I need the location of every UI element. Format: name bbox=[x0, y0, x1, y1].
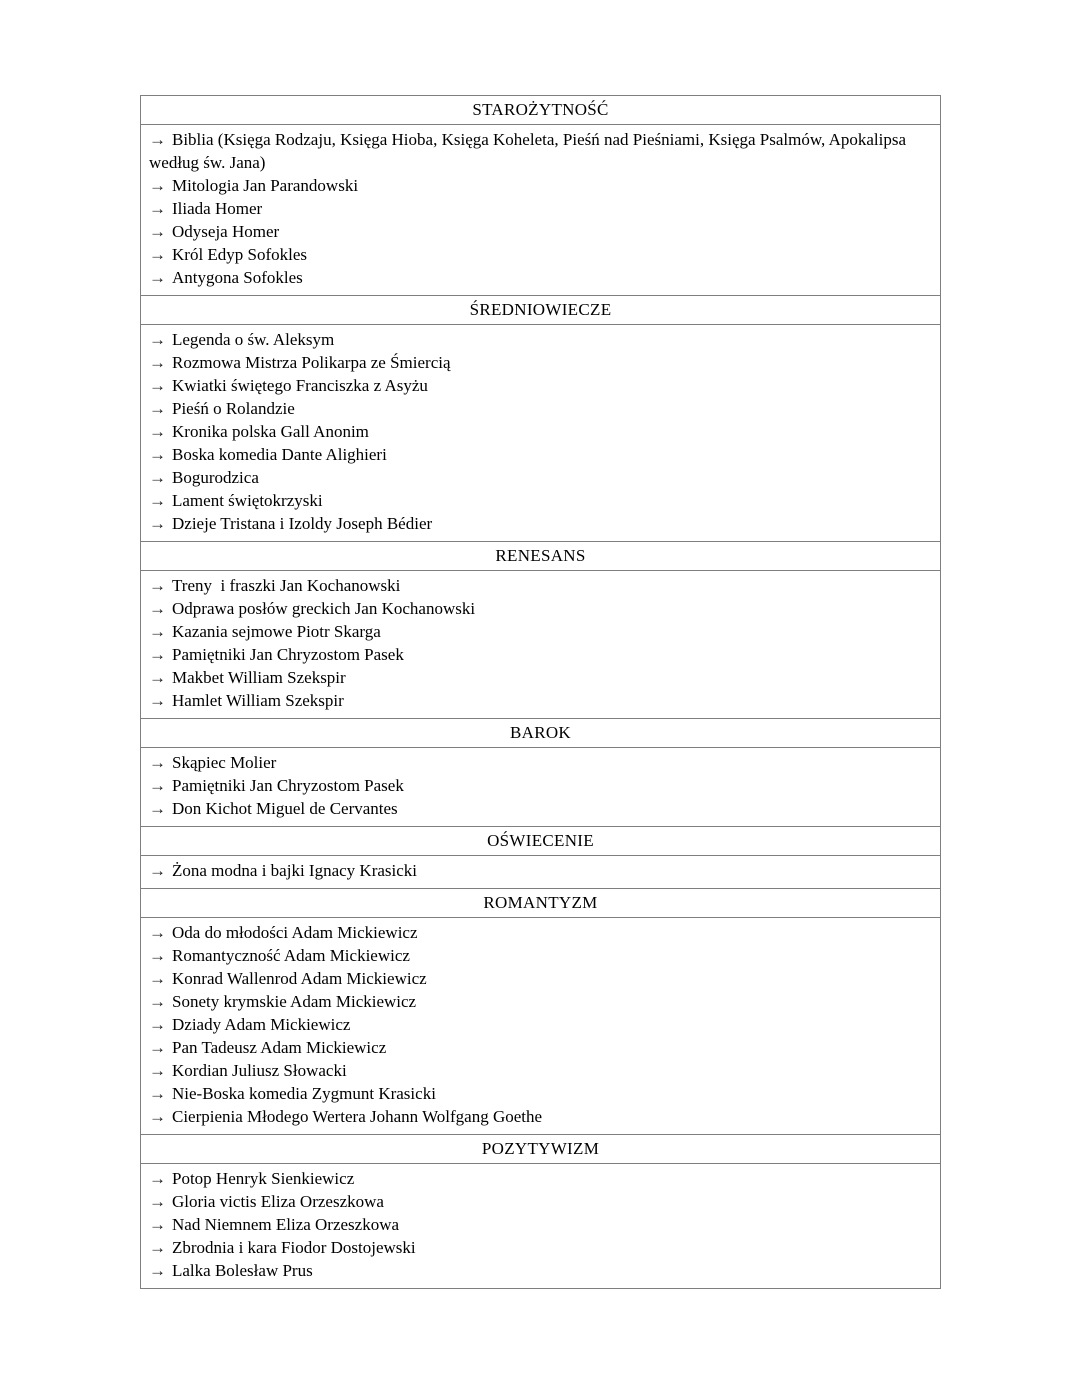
item-text: Antygona Sofokles bbox=[172, 268, 303, 287]
arrow-icon: → bbox=[149, 399, 166, 418]
reading-list-item bbox=[149, 1105, 932, 1128]
section-title: STAROŻYTNOŚĆ bbox=[472, 100, 609, 119]
arrow-icon: → bbox=[149, 245, 166, 264]
arrow-icon: → bbox=[149, 222, 166, 241]
item-text: Biblia (Księga Rodzaju, Księga Hioba, Księga Koheleta, Pieśń nad Pieśniami, Księga Psalmów, Apokalipsa według św. Jana) bbox=[149, 130, 911, 172]
item-text: Makbet William Szekspir bbox=[172, 668, 346, 687]
reading-list-item bbox=[149, 1036, 932, 1059]
arrow-icon: → bbox=[149, 1061, 166, 1080]
reading-list-item bbox=[149, 1059, 932, 1082]
reading-list-item bbox=[149, 174, 932, 197]
section-header-row bbox=[141, 96, 940, 125]
arrow-icon: → bbox=[149, 576, 166, 595]
reading-list-item bbox=[149, 466, 932, 489]
item-text: Potop Henryk Sienkiewicz bbox=[172, 1169, 355, 1188]
epoch-section bbox=[141, 827, 940, 889]
arrow-icon: → bbox=[149, 622, 166, 641]
arrow-icon: → bbox=[149, 861, 166, 880]
item-text: Rozmowa Mistrza Polikarpa ze Śmiercią bbox=[172, 353, 451, 372]
item-text: Skąpiec Molier bbox=[172, 753, 277, 772]
section-body bbox=[141, 325, 940, 542]
item-text: Iliada Homer bbox=[172, 199, 263, 218]
arrow-icon: → bbox=[149, 946, 166, 965]
reading-list-item bbox=[149, 243, 932, 266]
item-text: Pan Tadeusz Adam Mickiewicz bbox=[172, 1038, 387, 1057]
reading-list-item bbox=[149, 1013, 932, 1036]
item-text: Zbrodnia i kara Fiodor Dostojewski bbox=[172, 1238, 416, 1257]
reading-list-item bbox=[149, 220, 932, 243]
section-header-row bbox=[141, 889, 940, 918]
item-text: Pieśń o Rolandzie bbox=[172, 399, 295, 418]
arrow-icon: → bbox=[149, 468, 166, 487]
section-body bbox=[141, 856, 940, 889]
reading-list-item bbox=[149, 859, 932, 882]
epoch-section bbox=[141, 719, 940, 827]
item-text: Lament świętokrzyski bbox=[172, 491, 323, 510]
epoch-section bbox=[141, 296, 940, 542]
epoch-section bbox=[141, 1135, 940, 1288]
reading-list-item bbox=[149, 128, 932, 174]
arrow-icon: → bbox=[149, 799, 166, 818]
arrow-icon: → bbox=[149, 376, 166, 395]
arrow-icon: → bbox=[149, 330, 166, 349]
section-title: BAROK bbox=[509, 723, 571, 742]
arrow-icon: → bbox=[149, 353, 166, 372]
item-text: Don Kichot Miguel de Cervantes bbox=[172, 799, 398, 818]
section-header-row bbox=[141, 719, 940, 748]
item-text: Hamlet William Szekspir bbox=[172, 691, 344, 710]
item-text: Odprawa posłów greckich Jan Kochanowski bbox=[172, 599, 476, 618]
arrow-icon: → bbox=[149, 1238, 166, 1257]
item-text: Pamiętniki Jan Chryzostom Pasek bbox=[172, 645, 404, 664]
reading-list-item bbox=[149, 1167, 932, 1190]
reading-list-item bbox=[149, 1082, 932, 1105]
reading-list-item bbox=[149, 328, 932, 351]
arrow-icon: → bbox=[149, 645, 166, 664]
section-body bbox=[141, 1164, 940, 1288]
arrow-icon: → bbox=[149, 1215, 166, 1234]
item-text: Mitologia Jan Parandowski bbox=[172, 176, 359, 195]
item-text: Romantyczność Adam Mickiewicz bbox=[172, 946, 410, 965]
epoch-section bbox=[141, 542, 940, 719]
item-text: Oda do młodości Adam Mickiewicz bbox=[172, 923, 418, 942]
section-body bbox=[141, 125, 940, 296]
section-title: OŚWIECENIE bbox=[487, 831, 594, 850]
reading-list-item bbox=[149, 689, 932, 712]
reading-list-item bbox=[149, 443, 932, 466]
reading-list-item bbox=[149, 751, 932, 774]
arrow-icon: → bbox=[149, 445, 166, 464]
arrow-icon: → bbox=[149, 268, 166, 287]
arrow-icon: → bbox=[149, 130, 166, 149]
section-header-row bbox=[141, 542, 940, 571]
item-text: Bogurodzica bbox=[172, 468, 259, 487]
arrow-icon: → bbox=[149, 691, 166, 710]
item-text: Lalka Bolesław Prus bbox=[172, 1261, 313, 1280]
reading-list-item bbox=[149, 397, 932, 420]
item-text: Sonety krymskie Adam Mickiewicz bbox=[172, 992, 417, 1011]
reading-list-item bbox=[149, 197, 932, 220]
section-header-row bbox=[141, 296, 940, 325]
arrow-icon: → bbox=[149, 1084, 166, 1103]
section-body bbox=[141, 748, 940, 827]
reading-list-item bbox=[149, 797, 932, 820]
arrow-icon: → bbox=[149, 1169, 166, 1188]
reading-list-item bbox=[149, 774, 932, 797]
section-header-row bbox=[141, 1135, 940, 1164]
item-text: Nie-Boska komedia Zygmunt Krasicki bbox=[172, 1084, 436, 1103]
reading-list-item bbox=[149, 990, 932, 1013]
item-text: Boska komedia Dante Alighieri bbox=[172, 445, 387, 464]
item-text: Kazania sejmowe Piotr Skarga bbox=[172, 622, 381, 641]
arrow-icon: → bbox=[149, 992, 166, 1011]
reading-list-item bbox=[149, 420, 932, 443]
item-text: Żona modna i bajki Ignacy Krasicki bbox=[172, 861, 418, 880]
reading-list-item bbox=[149, 597, 932, 620]
arrow-icon: → bbox=[149, 668, 166, 687]
section-title: ŚREDNIOWIECZE bbox=[469, 300, 612, 319]
item-text: Legenda o św. Aleksym bbox=[172, 330, 335, 349]
reading-list-item bbox=[149, 266, 932, 289]
arrow-icon: → bbox=[149, 969, 166, 988]
reading-list-item bbox=[149, 1213, 932, 1236]
section-body bbox=[141, 918, 940, 1135]
item-text: Pamiętniki Jan Chryzostom Pasek bbox=[172, 776, 404, 795]
item-text: Treny i fraszki Jan Kochanowski bbox=[172, 576, 401, 595]
arrow-icon: → bbox=[149, 776, 166, 795]
reading-list-item bbox=[149, 944, 932, 967]
arrow-icon: → bbox=[149, 753, 166, 772]
arrow-icon: → bbox=[149, 1015, 166, 1034]
arrow-icon: → bbox=[149, 176, 166, 195]
item-text: Cierpienia Młodego Wertera Johann Wolfgang Goethe bbox=[172, 1107, 543, 1126]
reading-list-item bbox=[149, 512, 932, 535]
item-text: Gloria victis Eliza Orzeszkowa bbox=[172, 1192, 384, 1211]
item-text: Nad Niemnem Eliza Orzeszkowa bbox=[172, 1215, 400, 1234]
arrow-icon: → bbox=[149, 1038, 166, 1057]
arrow-icon: → bbox=[149, 514, 166, 533]
arrow-icon: → bbox=[149, 599, 166, 618]
epoch-section bbox=[141, 96, 940, 296]
arrow-icon: → bbox=[149, 923, 166, 942]
reading-list-item bbox=[149, 666, 932, 689]
arrow-icon: → bbox=[149, 491, 166, 510]
arrow-icon: → bbox=[149, 422, 166, 441]
item-text: Dzieje Tristana i Izoldy Joseph Bédier bbox=[172, 514, 433, 533]
reading-list-item bbox=[149, 643, 932, 666]
section-header-row bbox=[141, 827, 940, 856]
reading-list-item bbox=[149, 1236, 932, 1259]
arrow-icon: → bbox=[149, 1261, 166, 1280]
item-text: Król Edyp Sofokles bbox=[172, 245, 308, 264]
reading-list-item bbox=[149, 1190, 932, 1213]
item-text: Konrad Wallenrod Adam Mickiewicz bbox=[172, 969, 427, 988]
section-title: POZYTYWIZM bbox=[481, 1139, 600, 1158]
item-text: Odyseja Homer bbox=[172, 222, 280, 241]
epoch-section bbox=[141, 889, 940, 1135]
reading-list-item bbox=[149, 1259, 932, 1282]
item-text: Kwiatki świętego Franciszka z Asyżu bbox=[172, 376, 428, 395]
reading-list-item bbox=[149, 620, 932, 643]
section-title: RENESANS bbox=[495, 546, 586, 565]
arrow-icon: → bbox=[149, 1192, 166, 1211]
reading-list-item bbox=[149, 351, 932, 374]
item-text: Dziady Adam Mickiewicz bbox=[172, 1015, 351, 1034]
arrow-icon: → bbox=[149, 1107, 166, 1126]
reading-list-item bbox=[149, 574, 932, 597]
section-title: ROMANTYZM bbox=[483, 893, 598, 912]
reading-list-item bbox=[149, 967, 932, 990]
item-text: Kronika polska Gall Anonim bbox=[172, 422, 369, 441]
reading-list-table bbox=[140, 95, 941, 1289]
reading-list-item bbox=[149, 374, 932, 397]
arrow-icon: → bbox=[149, 199, 166, 218]
reading-list-item bbox=[149, 921, 932, 944]
item-text: Kordian Juliusz Słowacki bbox=[172, 1061, 347, 1080]
reading-list-item bbox=[149, 489, 932, 512]
section-body bbox=[141, 571, 940, 719]
